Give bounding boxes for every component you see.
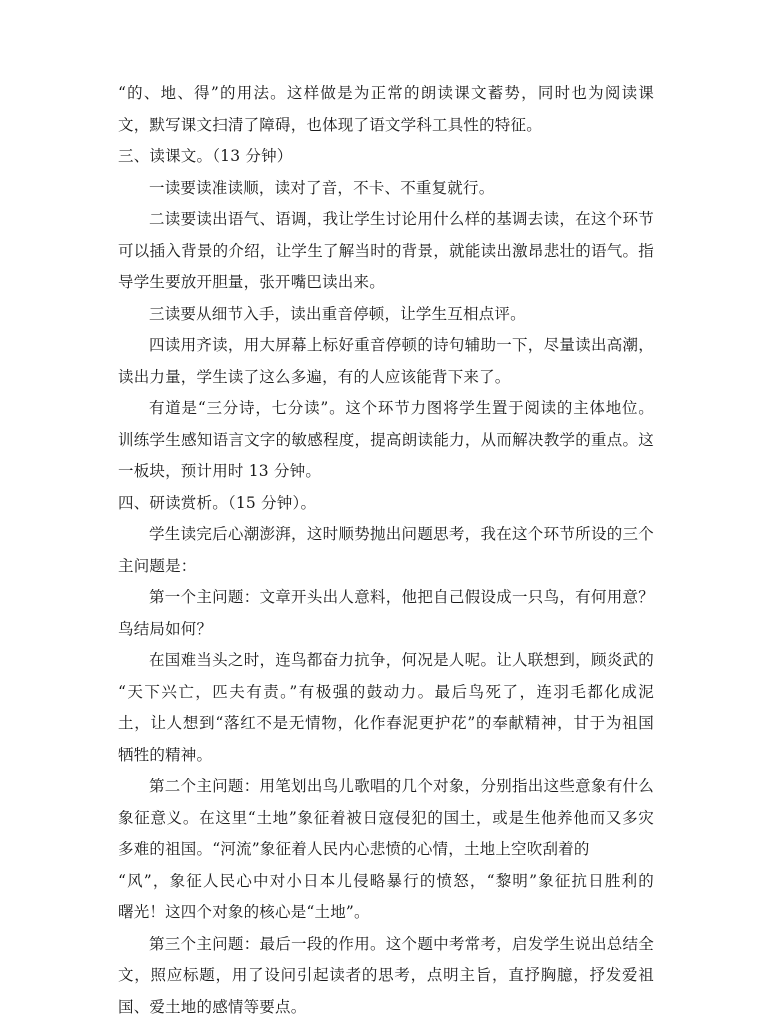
text-line: 曙光！这四个对象的核心是“土地”。 bbox=[118, 897, 654, 929]
text-line: 文，照应标题，用了设问引起读者的思考，点明主旨，直抒胸臆，抒发爱祖 bbox=[118, 960, 654, 992]
text-line: 一读要读准读顺，读对了音，不卡、不重复就行。 bbox=[118, 173, 654, 205]
text-line: 多难的祖国。“河流”象征着人民内心悲愤的心情，土地上空吹刮着的 bbox=[118, 834, 654, 866]
text-line: 导学生要放开胆量，张开嘴巴读出来。 bbox=[118, 267, 654, 299]
text-line: “风”，象征人民心中对小日本儿侵略暴行的愤怒，“黎明”象征抗日胜利的 bbox=[118, 866, 654, 898]
text-line: 读出力量，学生读了这么多遍，有的人应该能背下来了。 bbox=[118, 362, 654, 394]
text-line: 土，让人想到“落红不是无情物，化作春泥更护花”的奉献精神，甘于为祖国 bbox=[118, 708, 654, 740]
text-line: 鸟结局如何？ bbox=[118, 614, 654, 646]
text-line: “的、地、得”的用法。这样做是为正常的朗读课文蓄势，同时也为阅读课 bbox=[118, 78, 654, 110]
text-line: 象征意义。在这里“土地”象征着被日寇侵犯的国土，或是生他养他而又多灾 bbox=[118, 803, 654, 835]
text-line: 学生读完后心潮澎湃，这时顺势抛出问题思考，我在这个环节所设的三个 bbox=[118, 519, 654, 551]
text-line: 牺牲的精神。 bbox=[118, 740, 654, 772]
text-line: 一板块，预计用时 13 分钟。 bbox=[118, 456, 654, 488]
text-line: 有道是“三分诗，七分读”。这个环节力图将学生置于阅读的主体地位。 bbox=[118, 393, 654, 425]
text-line: 第一个主问题：文章开头出人意料，他把自己假设成一只鸟，有何用意？ bbox=[118, 582, 654, 614]
text-line: 四、研读赏析。（15 分钟）。 bbox=[118, 488, 654, 520]
text-line: 三、读课文。（13 分钟） bbox=[118, 141, 654, 173]
text-line: “天下兴亡，匹夫有责。”有极强的鼓动力。最后鸟死了，连羽毛都化成泥 bbox=[118, 677, 654, 709]
text-line: 第三个主问题：最后一段的作用。这个题中考常考，启发学生说出总结全 bbox=[118, 929, 654, 961]
text-line: 主问题是： bbox=[118, 551, 654, 583]
text-line: 可以插入背景的介绍，让学生了解当时的背景，就能读出激昂悲壮的语气。指 bbox=[118, 236, 654, 268]
text-line: 第二个主问题：用笔划出鸟儿歌唱的几个对象，分别指出这些意象有什么 bbox=[118, 771, 654, 803]
text-line: 三读要从细节入手，读出重音停顿，让学生互相点评。 bbox=[118, 299, 654, 331]
text-line: 二读要读出语气、语调，我让学生讨论用什么样的基调去读，在这个环节 bbox=[118, 204, 654, 236]
document-page bbox=[118, 78, 654, 1023]
text-line: 文，默写课文扫清了障碍，也体现了语文学科工具性的特征。 bbox=[118, 110, 654, 142]
text-line: 四读用齐读，用大屏幕上标好重音停顿的诗句辅助一下，尽量读出高潮， bbox=[118, 330, 654, 362]
text-line: 国、爱土地的感情等要点。 bbox=[118, 992, 654, 1023]
text-line: 在国难当头之时，连鸟都奋力抗争，何况是人呢。让人联想到，顾炎武的 bbox=[118, 645, 654, 677]
text-line: 训练学生感知语言文字的敏感程度，提高朗读能力，从而解决教学的重点。这 bbox=[118, 425, 654, 457]
